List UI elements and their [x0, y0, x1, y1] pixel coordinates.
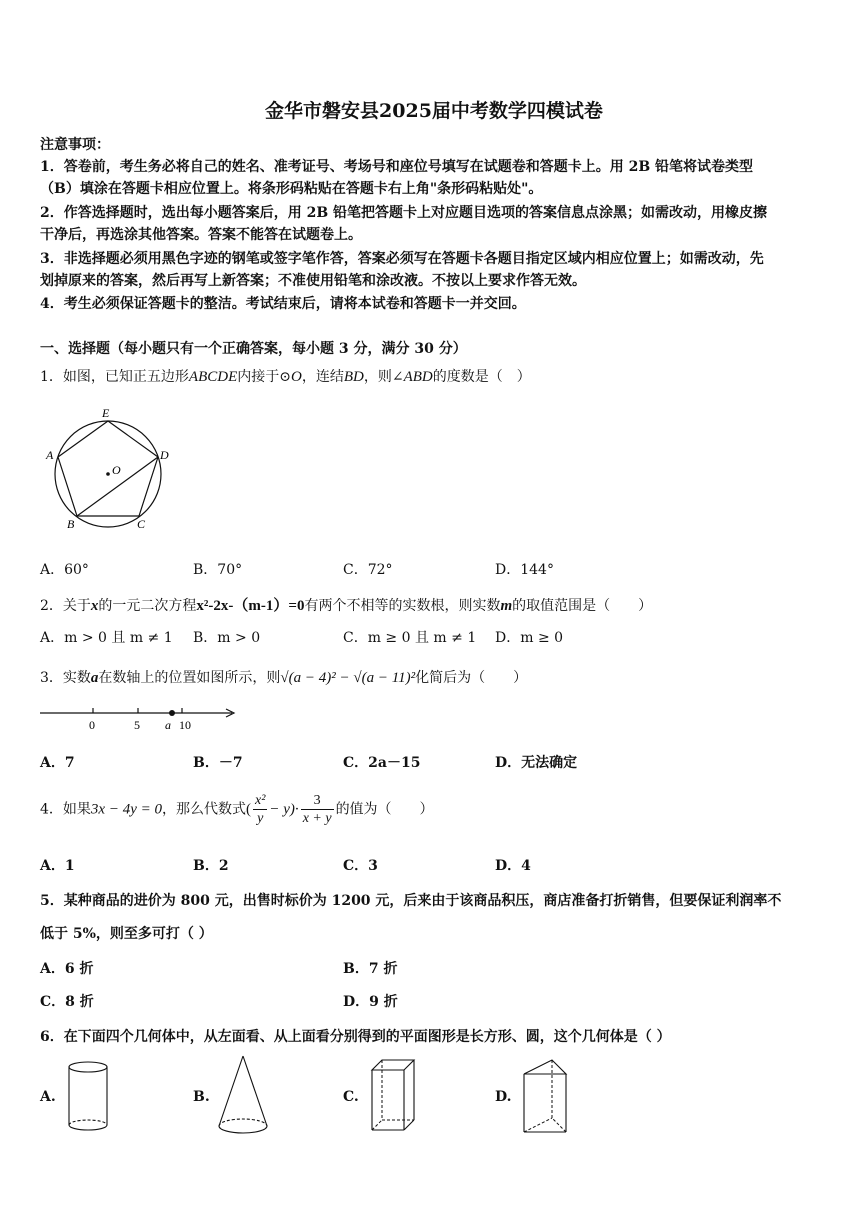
tick-5: 5 [134, 718, 140, 732]
question-6: 6．在下面四个几何体中，从左面看、从上面看分别得到的平面图形是长方形、圆，这个几何体是（ ） [40, 1029, 671, 1045]
notice-line: 1．答卷前，考生务必将自己的姓名、准考证号、考场号和座位号填写在试题卷和答题卡上。用 2B 铅笔将试卷类型 [40, 159, 754, 175]
tick-a: a [165, 718, 171, 732]
section-heading: 一、选择题（每小题只有一个正确答案，每小题 3 分，满分 30 分） [40, 341, 467, 357]
option-b[interactable]: B．m > 0 [193, 630, 261, 646]
notice-line: 3．非选择题必须用黑色字迹的钢笔或签字笔作答，答案必须写在答题卡各题目指定区域内相应位置上；如需改动，先 [40, 251, 764, 267]
option-a[interactable]: A．6 折 [40, 961, 94, 977]
option-b-label[interactable]: B. [193, 1089, 210, 1105]
notice-line: （B）填涂在答题卡相应位置上。将条形码粘贴在答题卡右上角"条形码粘贴处"。 [40, 181, 543, 197]
question-4: 4．如果3x − 4y = 0，那么代数式( $\frac{\text{x²}}{y}$ − y)· $\frac{3}{x + y}$ 的值为（ ） [40, 793, 434, 826]
triangular-prism-figure[interactable] [520, 1056, 576, 1136]
question-3: 3．实数a在数轴上的位置如图所示，则√(a − 4)² − √(a − 11)²化简后为（ ） [40, 670, 528, 686]
question-1: 1．如图，已知正五边形ABCDE内接于⊙O，连结BD，则∠ABD的度数是（ ） [40, 369, 531, 385]
cone-figure[interactable] [214, 1052, 274, 1140]
option-d[interactable]: D．无法确定 [495, 755, 578, 771]
notice-line: 4．考生必须保证答题卡的整洁。考试结束后，请将本试卷和答题卡一并交回。 [40, 296, 526, 312]
label-o: O [112, 463, 121, 477]
cylinder-figure[interactable] [64, 1058, 114, 1138]
label-a: A [46, 448, 54, 462]
label-d: D [160, 448, 169, 462]
option-b[interactable]: B．2 [193, 858, 229, 874]
fraction-x2-over-y: $\frac{\text{x²}}{y}$ [254, 793, 266, 826]
option-b[interactable]: B．7 折 [343, 961, 398, 977]
option-d[interactable]: D．9 折 [343, 994, 398, 1010]
label-b: B [67, 517, 75, 531]
notice-line: 2．作答选择题时，选出每小题答案后，用 2B 铅笔把答题卡上对应题目选项的答案信息点涂黑；如需改动，用橡皮擦 [40, 205, 768, 221]
radical-expression: √(a − 4)² − √(a − 11)² [280, 670, 416, 686]
option-c[interactable]: C．m ≥ 0 且 m ≠ 1 [343, 630, 477, 646]
option-b[interactable]: B．70° [193, 562, 243, 578]
option-c[interactable]: C．8 折 [40, 994, 94, 1010]
question-2: 2．关于x的一元二次方程x²-2x-（m-1）=0有两个不相等的实数根，则实数m的取值范围是（ ） [40, 598, 653, 614]
label-c: C [137, 517, 146, 531]
tick-10: 10 [179, 718, 191, 732]
option-d-label[interactable]: D. [495, 1089, 512, 1105]
question-5-cont: 低于 5%，则至多可打（ ） [40, 926, 213, 942]
option-a[interactable]: A．60° [40, 562, 89, 578]
option-d[interactable]: D．144° [495, 562, 554, 578]
tick-0: 0 [89, 718, 95, 732]
option-a-label[interactable]: A. [40, 1089, 56, 1105]
option-a[interactable]: A．7 [40, 755, 75, 771]
notice-line: 划掉原来的答案，然后再写上新答案；不准使用铅笔和涂改液。不按以上要求作答无效。 [40, 273, 586, 289]
option-c-label[interactable]: C. [343, 1089, 359, 1105]
option-c[interactable]: C．72° [343, 562, 393, 578]
label-e: E [102, 406, 110, 420]
option-b[interactable]: B．－7 [193, 755, 243, 771]
page-title: 金华市磐安县2025届中考数学四模试卷 [265, 100, 603, 122]
option-c[interactable]: C．3 [343, 858, 378, 874]
fraction-3-over-x-plus-y: $\frac{3}{x + y}$ [302, 793, 332, 826]
option-a[interactable]: A．1 [40, 858, 75, 874]
pentagon-figure [40, 404, 180, 534]
option-d[interactable]: D．m ≥ 0 [495, 630, 564, 646]
notice-line: 干净后，再选涂其他答案。答案不能答在试题卷上。 [40, 227, 362, 243]
question-5: 5．某种商品的进价为 800 元，出售时标价为 1200 元，后来由于该商品积压，商店准备打折销售，但要保证利润率不 [40, 893, 782, 909]
number-line [38, 702, 243, 734]
rectangular-prism-figure[interactable] [368, 1056, 420, 1136]
notice-heading: 注意事项： [40, 137, 110, 153]
option-c[interactable]: C．2a－15 [343, 755, 421, 771]
option-a[interactable]: A．m > 0 且 m ≠ 1 [40, 630, 173, 646]
option-d[interactable]: D．4 [495, 858, 531, 874]
